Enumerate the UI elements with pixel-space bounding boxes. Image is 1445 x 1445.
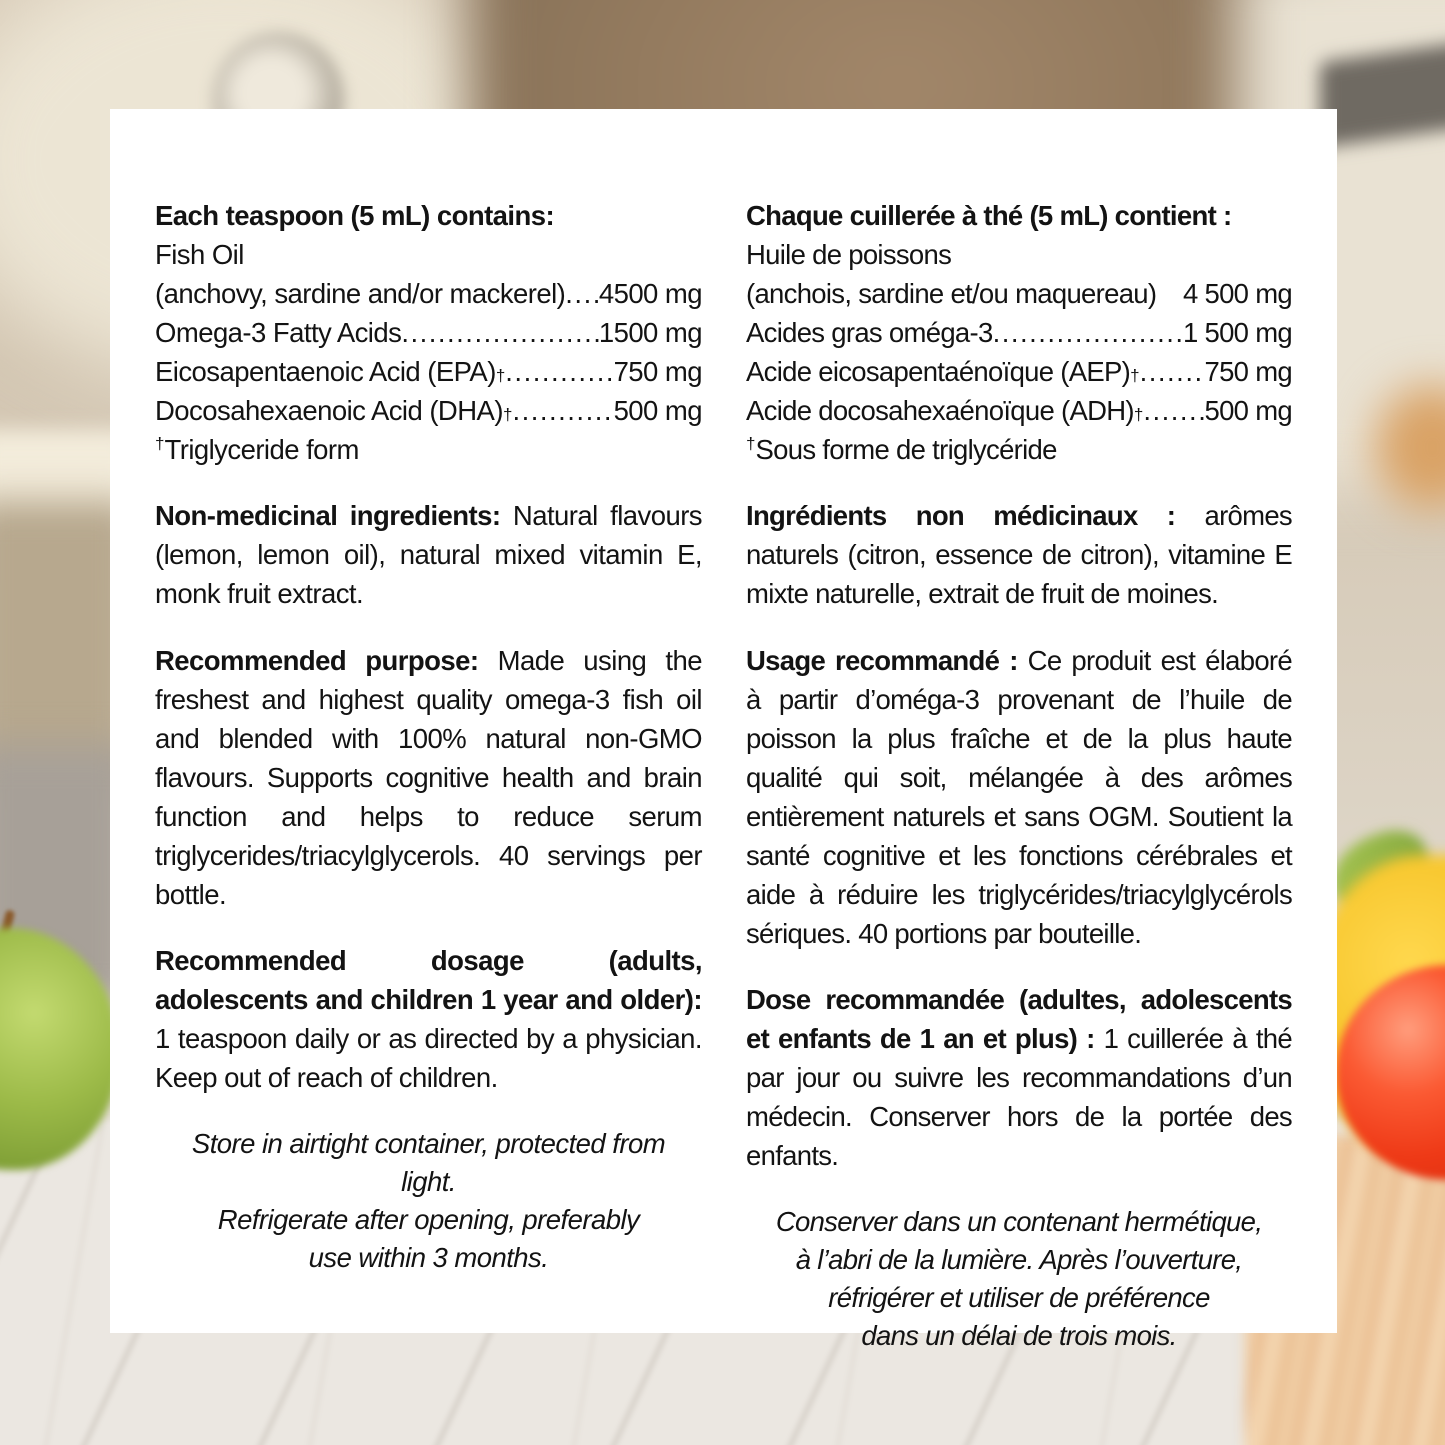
fact-value: 1 500 mg	[1182, 317, 1292, 348]
fact-value: 4500 mg	[598, 278, 702, 309]
dot-leader	[512, 391, 613, 430]
fr-storage-note: Conserver dans un contenant hermétique, à l’abri de la lumière. Après l’ouverture, réfrigérer et utiliser de préférence dans un délai de trois mois.	[775, 1205, 1263, 1351]
section-body: Ce produit est élaboré à partir d’oméga-3 provenant de l’huile de poisson la plus fraîche et de la plus haute qualité qui soit, mélangée à des arômes entièrement naturels et sans OGM. Soutient la santé cognitive et les fonctions cérébrales et aide à réduire les triglycérides/triacylglycérols sériques. 40 portions par bouteille.	[746, 644, 1292, 949]
fact-row-huile	[746, 235, 1292, 274]
dot-leader	[1140, 352, 1205, 391]
en-footnote: †Triglyceride form	[155, 433, 359, 465]
fact-value: 4 500 mg	[1182, 278, 1292, 309]
en-purpose-section	[155, 641, 702, 914]
dagger-mark: †	[746, 433, 756, 453]
fr-purpose-section	[746, 641, 1292, 953]
dot-leader	[1143, 391, 1204, 430]
fact-value: 1500 mg	[598, 317, 702, 348]
en-nonmedicinal-section	[155, 496, 702, 613]
fact-label: Fish Oil	[155, 239, 244, 270]
fact-label: Huile de poissons	[746, 239, 952, 270]
french-column	[746, 196, 1292, 1351]
dot-leader	[401, 313, 599, 352]
fr-facts-heading: Chaque cuillerée à thé (5 mL) contient :	[746, 200, 1232, 231]
dot-leader	[993, 313, 1183, 352]
section-title: Usage recommandé :	[746, 644, 1018, 676]
en-dosage-section	[155, 941, 702, 1097]
fact-row-aep: Acide eicosapentaénoïque (AEP) † ..... 750 mg	[746, 352, 1292, 391]
section-title: Recommended purpose:	[155, 644, 479, 676]
dot-leader	[565, 274, 599, 313]
section-body: Natural flavours (lemon, lemon oil), natural mixed vitamin E, monk fruit extract.	[155, 500, 702, 609]
en-storage-note: Store in airtight container, protected from light. Refrigerate after opening, preferably use within 3 months.	[191, 1127, 666, 1273]
fr-dosage-section	[746, 980, 1292, 1175]
fr-nonmedicinal-section	[746, 496, 1292, 613]
fact-row-adh: Acide docosahexaénoïque (ADH) † ..... 500 mg	[746, 391, 1292, 430]
fact-value: 750 mg	[1204, 356, 1292, 387]
fact-value: 500 mg	[1204, 395, 1292, 426]
section-body: arômes naturels (citron, essence de citron), vitamine E mixte naturelle, extrait de fruit de moines.	[746, 500, 1292, 609]
fr-footnote: †Sous forme de triglycéride	[746, 433, 1057, 465]
section-title: Recommended dosage (adults, adolescents and children 1 year and older):	[155, 945, 702, 1015]
fact-label: Docosahexaenoic Acid (DHA)	[155, 395, 503, 426]
fact-row-omega3	[746, 313, 1292, 352]
fact-label: (anchovy, sardine and/or mackerel)	[155, 278, 566, 309]
section-body: Made using the freshest and highest quality omega-3 fish oil and blended with 100% natural non-GMO flavours. Supports cognitive health and brain function and helps to reduce serum triglycerides/triacylglycerols. 40 servings per bottle.	[155, 644, 703, 910]
section-title: Non-medicinal ingredients:	[155, 500, 501, 531]
fact-label: Omega-3 Fatty Acids	[155, 317, 402, 348]
fact-value: 750 mg	[613, 356, 702, 387]
en-facts-heading: Each teaspoon (5 mL) contains:	[155, 200, 555, 231]
fact-value: 500 mg	[613, 395, 702, 426]
fact-label: Acide eicosapentaénoïque (AEP)	[746, 356, 1131, 387]
section-title: Ingrédients non médicinaux :	[746, 500, 1176, 531]
dagger-mark: †	[155, 433, 165, 453]
supplement-facts-panel	[110, 109, 1337, 1351]
dot-leader	[505, 352, 613, 391]
fact-label: Eicosapentaenoic Acid (EPA)	[155, 356, 496, 387]
section-title: Dose recommandée (adultes, adolescents et enfants de 1 an et plus) :	[746, 984, 1292, 1054]
fact-row-dha: Docosahexaenoic Acid (DHA) † ..... 500 mg	[155, 391, 702, 430]
english-column	[155, 196, 702, 1333]
section-body: 1 cuillerée à thé par jour ou suivre les recommandations d’un médecin. Conserver hors de la portée des enfants.	[746, 1023, 1292, 1171]
fact-row-source	[155, 274, 702, 313]
fact-row-source	[746, 274, 1292, 313]
fact-row-fish-oil	[155, 235, 702, 274]
fact-row-epa: Eicosapentaenoic Acid (EPA) † ..... 750 mg	[155, 352, 702, 391]
fact-label: Acides gras oméga-3	[746, 317, 993, 348]
fact-row-omega3	[155, 313, 702, 352]
fact-label: (anchois, sardine et/ou maquereau)	[746, 278, 1157, 309]
fact-label: Acide docosahexaénoïque (ADH)	[746, 395, 1134, 426]
section-body: 1 teaspoon daily or as directed by a physician. Keep out of reach of children.	[155, 1023, 702, 1093]
